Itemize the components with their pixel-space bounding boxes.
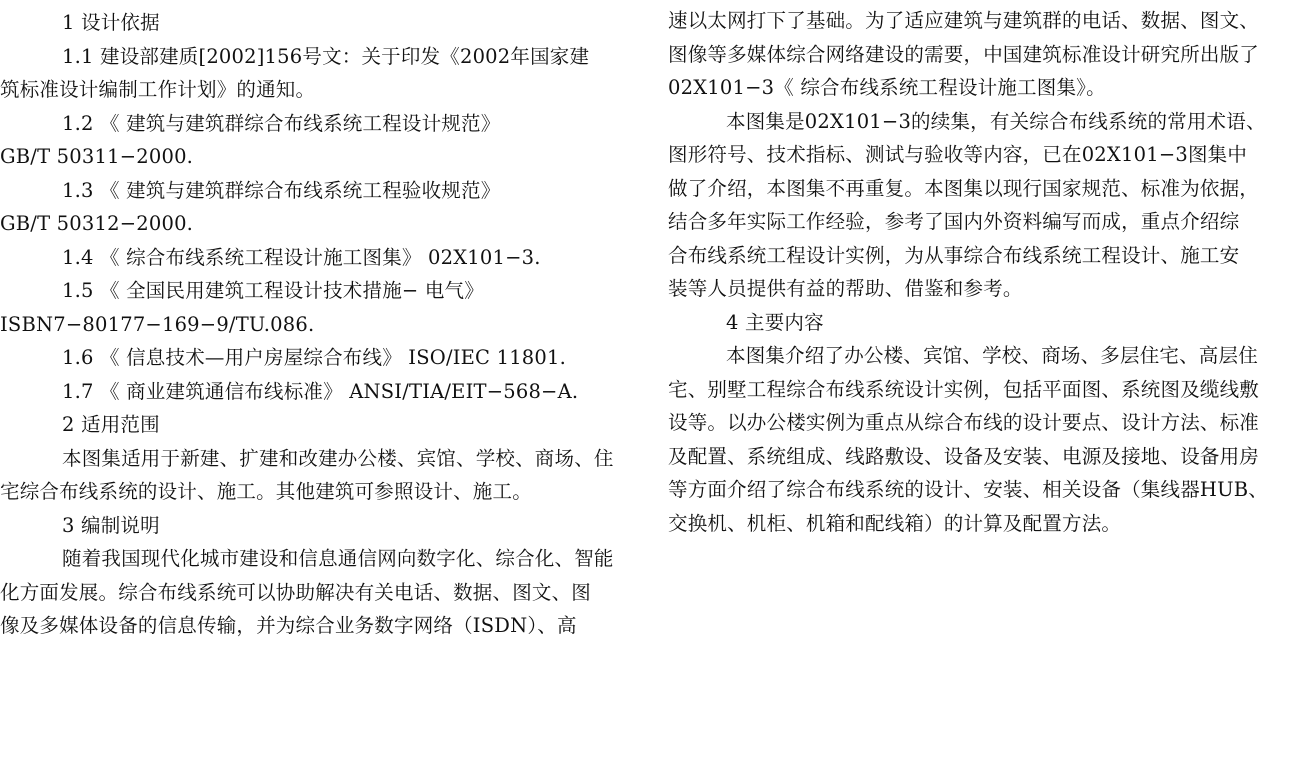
left-column	[0, 0, 662, 643]
right-column-line: 本图集是02X101−3的续集，有关综合布线系统的常用术语、	[726, 109, 1266, 133]
left-column-line: 1.4 《 综合布线系统工程设计施工图集》 02X101−3.	[62, 245, 541, 269]
left-column-line: 1.5 《 全国民用建筑工程设计技术措施− 电气》	[62, 279, 484, 302]
left-column-line: 2 适用范围	[62, 413, 160, 436]
right-column-line: 02X101−3《 综合布线系统工程设计施工图集》。	[668, 76, 1106, 99]
left-column-line: 1.3 《 建筑与建筑群综合布线系统工程验收规范》	[62, 178, 501, 202]
left-column-line: 随着我国现代化城市建设和信息通信网向数字化、综合化、智能	[62, 547, 614, 570]
right-column-line: 4 主要内容	[726, 310, 824, 334]
left-column-line: 像及多媒体设备的信息传输，并为综合业务数字网络（ISDN）、高	[0, 614, 577, 637]
left-column-line: ISBN7−80177−169−9/TU.086.	[0, 312, 315, 336]
left-column-line: 筑标准设计编制工作计划》的通知。	[0, 78, 316, 101]
left-column-line: 1.2 《 建筑与建筑群综合布线系统工程设计规范》	[62, 111, 501, 135]
left-column-line: 本图集适用于新建、扩建和改建办公楼、宾馆、学校、商场、住	[62, 446, 614, 470]
left-column-line: 1.7 《 商业建筑通信布线标准》 ANSI/TIA/EIT−568−A.	[62, 379, 579, 403]
right-column	[668, 0, 1308, 540]
right-column-line: 图像等多媒体综合网络建设的需要，中国建筑标准设计研究所出版了	[668, 42, 1260, 66]
right-column-line: 速以太网打下了基础。为了适应建筑与建筑群的电话、数据、图文、	[668, 9, 1260, 32]
right-column-line: 结合多年实际工作经验，参考了国内外资料编写而成，重点介绍综	[668, 210, 1240, 233]
left-column-line: 1.6 《 信息技术—用户房屋综合布线》 ISO/IEC 11801.	[62, 346, 567, 369]
right-column-line: 设等。以办公楼实例为重点从综合布线的设计要点、设计方法、标准	[668, 411, 1260, 434]
right-column-line: 等方面介绍了综合布线系统的设计、安装、相关设备（集线器HUB、	[668, 478, 1268, 501]
left-column-line: GB/T 50311−2000.	[0, 145, 194, 168]
left-column-line: 宅综合布线系统的设计、施工。其他建筑可参照设计、施工。	[0, 480, 532, 503]
right-column-line: 装等人员提供有益的帮助、借鉴和参考。	[668, 277, 1023, 300]
right-column-line: 图形符号、技术指标、测试与验收等内容，已在02X101−3图集中	[668, 143, 1248, 166]
right-column-line: 交换机、机柜、机箱和配线箱）的计算及配置方法。	[668, 511, 1122, 535]
right-column-line: 及配置、系统组成、线路敷设、设备及安装、电源及接地、设备用房	[668, 444, 1260, 468]
right-column-line: 做了介绍，本图集不再重复。本图集以现行国家规范、标准为依据，	[668, 176, 1260, 200]
right-column-line: 合布线系统工程设计实例，为从事综合布线系统工程设计、施工安	[668, 243, 1240, 267]
left-column-line: 1 设计依据	[62, 11, 160, 34]
left-column-line: 3 编制说明	[62, 513, 160, 537]
right-column-line: 本图集介绍了办公楼、宾馆、学校、商场、多层住宅、高层住	[726, 344, 1258, 367]
left-column-line: GB/T 50312−2000.	[0, 212, 194, 235]
left-column-line: 化方面发展。综合布线系统可以协助解决有关电话、数据、图文、图	[0, 580, 592, 604]
left-column-line: 1.1 建设部建质[2002]156号文：关于印发《2002年国家建	[62, 44, 590, 68]
right-column-line: 宅、别墅工程综合布线系统设计实例，包括平面图、系统图及缆线敷	[668, 377, 1260, 401]
